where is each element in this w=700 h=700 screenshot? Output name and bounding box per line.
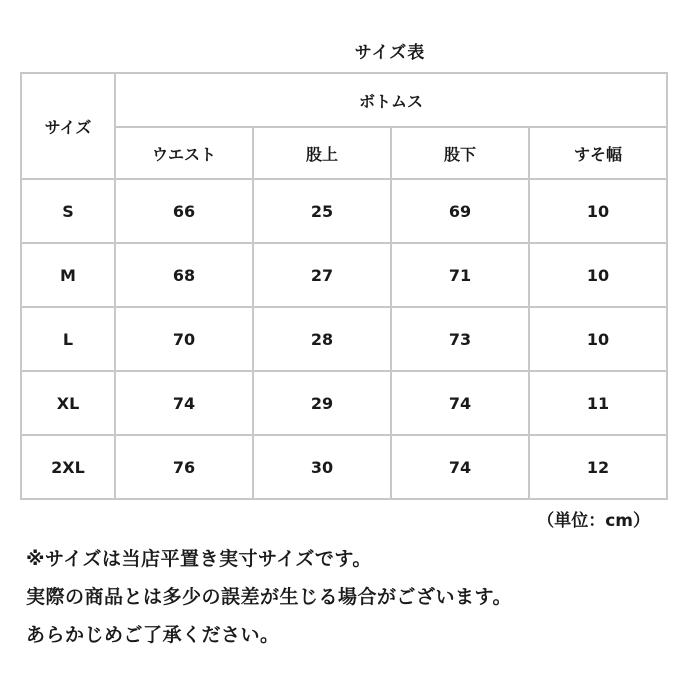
waist-value: 74 (115, 371, 253, 435)
hem-width-value: 10 (529, 243, 667, 307)
rise-value: 27 (253, 243, 391, 307)
table-row (21, 243, 667, 307)
inseam-value: 73 (391, 307, 529, 371)
rise-value: 28 (253, 307, 391, 371)
hem-width-value: 10 (529, 307, 667, 371)
inseam-value: 69 (391, 179, 529, 243)
notes (26, 540, 512, 654)
rise-value: 25 (253, 179, 391, 243)
inseam-value: 71 (391, 243, 529, 307)
size-label: S (21, 179, 115, 243)
note-line: 実際の商品とは多少の誤差が生じる場合がございます。 (26, 586, 512, 608)
bottoms-group-header: ボトムス (115, 73, 667, 127)
size-table (20, 72, 668, 500)
column-header-hem-width: すそ幅 (529, 127, 667, 179)
inseam-value: 74 (391, 435, 529, 499)
hem-width-value: 11 (529, 371, 667, 435)
waist-value: 66 (115, 179, 253, 243)
size-label: 2XL (21, 435, 115, 499)
table-row (21, 307, 667, 371)
note-line: ※サイズは当店平置き実寸サイズです。 (26, 548, 372, 570)
table-header-row (21, 73, 667, 127)
waist-value: 68 (115, 243, 253, 307)
hem-width-value: 12 (529, 435, 667, 499)
column-header-waist: ウエスト (115, 127, 253, 179)
table-row (21, 371, 667, 435)
waist-value: 76 (115, 435, 253, 499)
hem-width-value: 10 (529, 179, 667, 243)
page-title: サイズ表 (354, 43, 426, 63)
unit-label: （単位：cm） (537, 511, 650, 531)
table-row (21, 179, 667, 243)
waist-value: 70 (115, 307, 253, 371)
inseam-value: 74 (391, 371, 529, 435)
size-label: XL (21, 371, 115, 435)
table-subheader-row (21, 127, 667, 179)
size-column-header: サイズ (21, 73, 115, 179)
table-row (21, 435, 667, 499)
size-label: M (21, 243, 115, 307)
size-label: L (21, 307, 115, 371)
rise-value: 29 (253, 371, 391, 435)
note-line: あらかじめご了承ください。 (26, 624, 280, 646)
column-header-rise: 股上 (253, 127, 391, 179)
rise-value: 30 (253, 435, 391, 499)
column-header-inseam: 股下 (391, 127, 529, 179)
